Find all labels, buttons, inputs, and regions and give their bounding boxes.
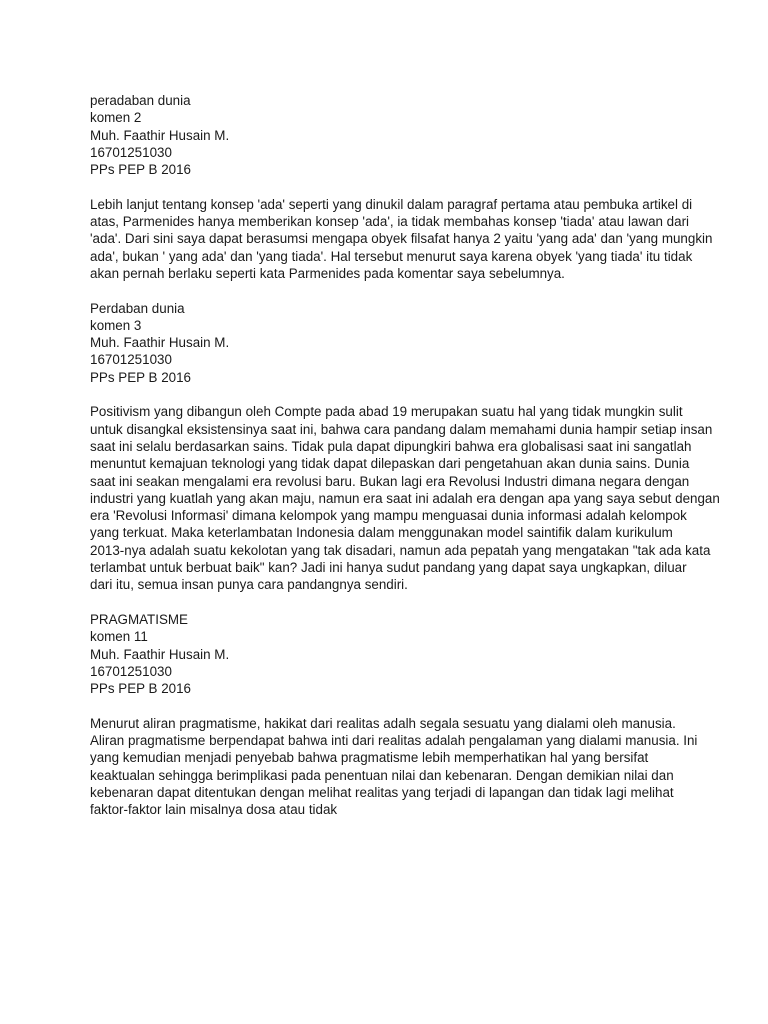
paragraph-line: Aliran pragmatisme berpendapat bahwa inti dari realitas adalah pengalaman yang dialami manusia. Ini [90,732,698,748]
paragraph-line: saat ini selalu berdasarkan sains. Tidak pula dapat dipungkiri bahwa era globalisasi saat ini sangatlah [90,438,692,454]
paragraph-line: yang terkuat. Maka keterlambatan Indonesia dalam menggunakan model saintifik dalam kurikulum [90,525,673,541]
comment-header [90,92,690,178]
paragraph-line: atas, Parmenides hanya memberikan konsep 'ada', ia tidak membahas konsep 'tiada' atau lawan dari [90,214,690,230]
header-student-id: 16701251030 [90,144,172,160]
comment-header [90,300,690,386]
header-author: Muh. Faathir Husain M. [90,127,230,143]
header-title: Perdaban dunia [90,300,185,316]
paragraph-line: industri yang kuatlah yang akan maju, namun era saat ini adalah era dengan apa yang saya sebut dengan [90,490,720,506]
header-program: PPs PEP B 2016 [90,681,191,697]
header-program: PPs PEP B 2016 [90,369,191,385]
paragraph-line: dari itu, semua insan punya cara pandangnya sendiri. [90,577,408,593]
paragraph-line: 'ada'. Dari sini saya dapat berasumsi mengapa obyek filsafat hanya 2 yaitu 'yang ada' dan 'yang mungkin [90,231,713,247]
document-body [90,92,720,818]
header-student-id: 16701251030 [90,663,172,679]
comment-paragraph [90,403,720,593]
paragraph-line: era 'Revolusi Informasi' dimana kelompok yang mampu menguasai dunia informasi adalah kelompok [90,508,687,524]
header-comment-number: komen 3 [90,317,142,333]
paragraph-line: akan pernah berlaku seperti kata Parmenides pada komentar saya sebelumnya. [90,265,565,281]
header-author: Muh. Faathir Husain M. [90,646,230,662]
paragraph-line: menuntut kemajuan teknologi yang tidak dapat dilepaskan dari pengetahuan akan dunia sains. Dunia [90,456,690,472]
header-comment-number: komen 2 [90,110,142,126]
paragraph-line: ada', bukan ' yang ada' dan 'yang tiada'. Hal tersebut menurut saya karena obyek 'yang tiada' itu tidak [90,248,693,264]
paragraph-line: Lebih lanjut tentang konsep 'ada' seperti yang dinukil dalam paragraf pertama atau pembuka artikel di [90,196,693,212]
header-title: PRAGMATISME [90,611,188,627]
paragraph-line: terlambat untuk berbuat baik" kan? Jadi ini hanya sudut pandang yang dapat saya ungkapkan, diluar [90,560,687,576]
paragraph-line: Menurut aliran pragmatisme, hakikat dari realitas adalh segala sesuatu yang dialami oleh manusia. [90,715,676,731]
paragraph-line: untuk disangkal eksistensinya saat ini, bahwa cara pandang dalam memahami dunia hampir setiap insan [90,421,713,437]
header-title: peradaban dunia [90,93,191,108]
header-program: PPs PEP B 2016 [90,162,191,178]
paragraph-line: faktor-faktor lain misalnya dosa atau tidak [90,802,338,818]
paragraph-line: Positivism yang dibangun oleh Compte pada abad 19 merupakan suatu hal yang tidak mungkin sulit [90,404,683,420]
comment-paragraph [90,196,713,282]
comment-header [90,611,690,697]
comment-paragraph [90,715,698,819]
header-author: Muh. Faathir Husain M. [90,335,230,351]
paragraph-line: kebenaran dapat ditentukan dengan melihat realitas yang terjadi di lapangan dan tidak lagi melihat [90,784,674,800]
paragraph-line: keaktualan sehingga berimplikasi pada penentuan nilai dan kebenaran. Dengan demikian nilai dan [90,767,674,783]
paragraph-line: yang kemudian menjadi penyebab bahwa pragmatisme lebih memperhatikan hal yang bersifat [90,750,649,766]
paragraph-line: saat ini seakan mengalami era revolusi baru. Bukan lagi era Revolusi Industri dimana negara dengan [90,473,690,489]
header-student-id: 16701251030 [90,352,172,368]
header-comment-number: komen 11 [90,629,148,645]
paragraph-line: 2013-nya adalah suatu kekolotan yang tak disadari, namun ada pepatah yang mengatakan "tak ada kata [90,542,711,558]
